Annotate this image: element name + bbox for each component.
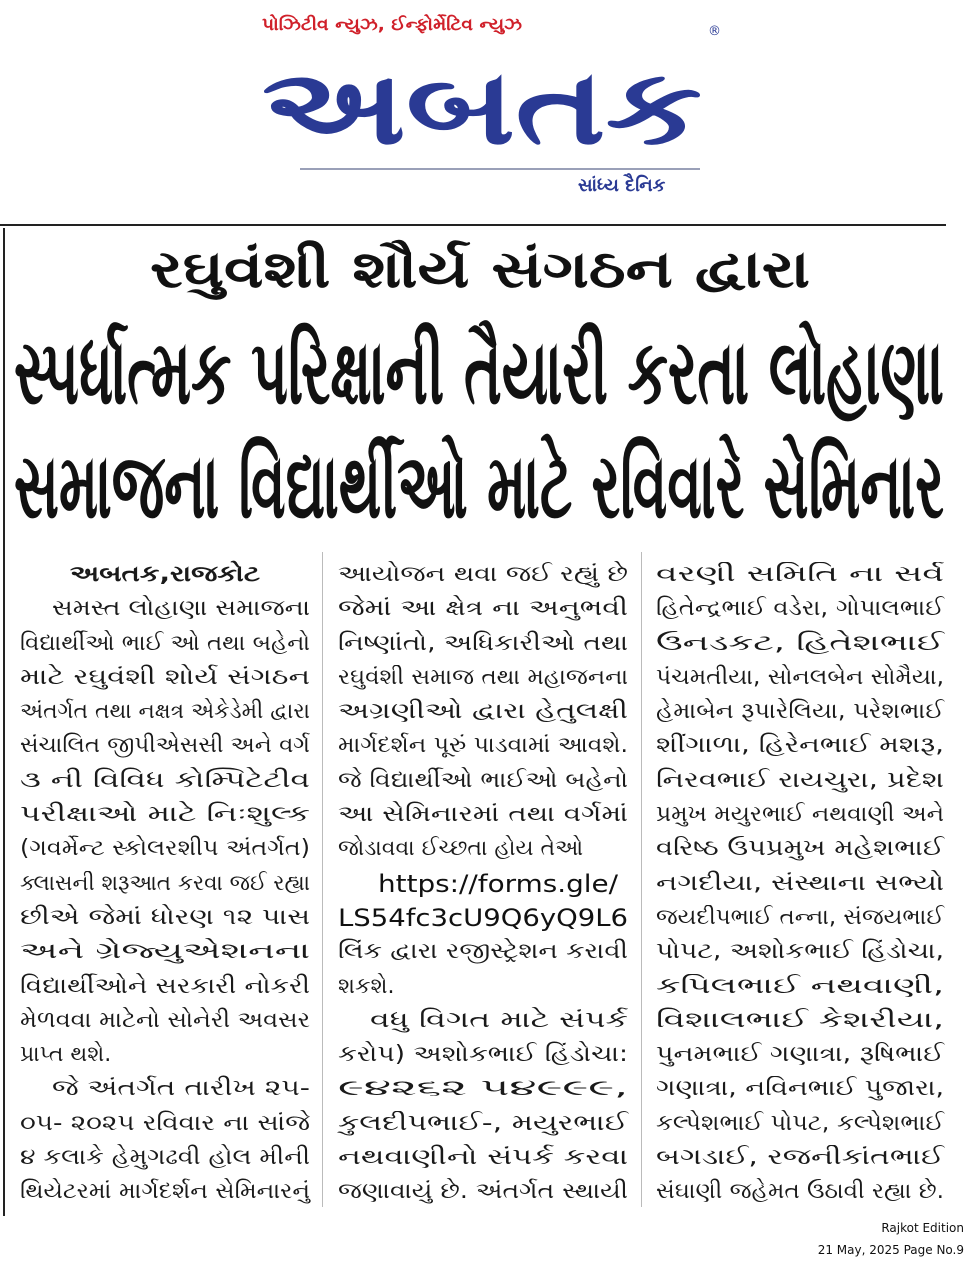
article-line (338, 1107, 628, 1141)
article-line (20, 1141, 310, 1175)
article-line (656, 798, 944, 832)
article-line-text: નગદીયા, સંસ્થાના સભ્યો (656, 870, 944, 896)
kicker-text: રઘુવંશી શૌર્ય સંગઠન દ્વારા (150, 240, 810, 300)
logo-text: અબતક (262, 46, 702, 168)
article-line (20, 1004, 310, 1038)
article-line-text: ૯૪૨૬૨ ૫૪૯૯૯, (338, 1076, 628, 1102)
article-line (656, 832, 944, 866)
edition-label: Rajkot Edition (881, 1221, 964, 1235)
headline-line-1 (14, 318, 944, 428)
article-line-text: આયોજન થવા જઈ રહ્યું છે (338, 562, 628, 587)
article-line-text: નથવાણીનો સંપર્ક કરવા (338, 1145, 628, 1171)
article-line-text: https://forms.gle/ (378, 869, 618, 898)
article-line-text: LS54fc3cU9Q6yQ9L6 (338, 903, 628, 932)
article-line (338, 764, 628, 798)
headline-text: સમાજના વિદ્યાર્થીઓ માટે રવિવારે સેમિનાર (14, 434, 944, 539)
article-line-text: શકશે. (338, 973, 395, 999)
article-line (338, 661, 628, 695)
article-line-text: ૦૫- ૨૦૨૫ રવિવાર ના સાંજે (20, 1110, 310, 1136)
article-line (20, 661, 310, 695)
article-line (338, 832, 628, 866)
article-line-text: ૪ કલાકે હેમુગઢવી હોલ મીની (20, 1145, 310, 1171)
article-line (656, 764, 944, 798)
article-line-text: પોપટ, અશોકભાઈ હિંડોચા, (656, 939, 944, 965)
article-line-text: નિરવભાઈ રાયચુરા, પ્રદેશ (656, 767, 944, 793)
article-line (20, 935, 310, 969)
article-line-text: અબતક,રાજકોટ (70, 562, 260, 587)
article-line-text: આ સેમિનારમાં તથા વર્ગમાં (338, 802, 628, 828)
registered-mark: ® (708, 24, 721, 39)
article-line (20, 1175, 310, 1209)
article-border (3, 228, 5, 1216)
article-line-text: વધુ વિગત માટે સંપર્ક (370, 1007, 628, 1033)
article-line-text: પંચમતીયા, સોનલબેન સોમૈયા, (656, 664, 944, 690)
article-line (20, 592, 310, 626)
article-line (20, 901, 310, 935)
article-line (20, 558, 310, 592)
article-column-2 (338, 558, 628, 1210)
article-line-text: અને ગ્રેજ્યુએશનના (20, 939, 310, 965)
article-line-text: કુલદીપભાઈ-, મયુરભાઈ (338, 1110, 628, 1136)
article-line-text: સંઘાણી જહેમત ઉઠાવી રહ્યા છે. (656, 1179, 944, 1205)
article-line (20, 764, 310, 798)
article-line (20, 798, 310, 832)
article-line-text: ક્લાસની શરૂઆત કરવા જઈ રહ્યા (20, 870, 310, 896)
article-line (656, 901, 944, 935)
article-line (338, 935, 628, 969)
article-line-text: ગણાત્રા, નવિનભાઈ પુજારા, (656, 1076, 944, 1102)
article-line-text: સંચાલિત જીપીએસસી અને વર્ગ (20, 733, 310, 759)
article-line (656, 1072, 944, 1106)
article-line-text: જેમાં આ ક્ષેત્ર ના અનુભવી (338, 596, 628, 622)
article-line (656, 1038, 944, 1072)
article-line (338, 1175, 628, 1209)
article-line (656, 729, 944, 763)
article-line-text: થિયેટરમાં માર્ગદર્શન સેમિનારનું (20, 1179, 310, 1205)
article-line (656, 1004, 944, 1038)
article-line (338, 627, 628, 661)
article-line-text: પુનમભાઈ ગણાત્રા, રૂષિભાઈ (656, 1042, 944, 1068)
article-line (20, 695, 310, 729)
article-line-text: હેમાબેન રૂપારેલિયા, પરેશભાઈ (656, 699, 944, 725)
article-line (338, 798, 628, 832)
article-line-text: છીએ જેમાં ધોરણ ૧૨ પાસ (20, 904, 310, 930)
masthead-rule (0, 224, 946, 226)
article-line-text: જે વિદ્યાર્થીઓ ભાઈઓ બહેનો (338, 767, 628, 793)
article-line-text: વરિષ્ઠ ઉપપ્રમુખ મહેશભાઈ (656, 836, 944, 862)
article-line-text: જે અંતર્ગત તારીખ ૨૫- (52, 1076, 310, 1102)
article-line (656, 935, 944, 969)
article-line (656, 1107, 944, 1141)
article-line (20, 867, 310, 901)
article-line-text: રઘુવંશી સમાજ તથા મહાજનના (338, 664, 628, 690)
article-line (338, 901, 628, 935)
article-line-text: અંતર્ગત તથા નક્ષત્ર એકેડેમી દ્વારા (20, 699, 310, 725)
article-line-text: હિતેન્દ્રભાઈ વડેરા, ગોપાલભાઈ (656, 596, 944, 622)
article-line (338, 1072, 628, 1106)
article-line (656, 867, 944, 901)
article-line-text: જણાવાયું છે. અંતર્ગત સ્થાયી (338, 1179, 628, 1205)
article-line-text: વિદ્યાર્થીઓને સરકારી નોકરી (20, 973, 310, 999)
article-line (20, 1072, 310, 1106)
masthead-subtitle: સાંધ્ય દૈનિક (578, 175, 666, 196)
article-line (656, 627, 944, 661)
article-line (656, 1141, 944, 1175)
article-line-text: કલ્પેશભાઈ પોપટ, કલ્પેશભાઈ (656, 1110, 944, 1136)
article-line (338, 867, 628, 901)
article-line (338, 592, 628, 626)
article-line-text: વિશાલભાઈ કેશરીયા, (656, 1007, 944, 1033)
article-line-text: કરોપ) અશોકભાઈ હિંડોચા: (338, 1042, 628, 1068)
article-line (338, 970, 628, 1004)
article-line-text: અગ્રણીઓ દ્વારા હેતુલક્ષી (338, 699, 628, 725)
article-line-text: જયદીપભાઈ તન્ના, સંજયભાઈ (656, 904, 944, 930)
article-column-1 (20, 558, 310, 1210)
article-line-text: નિષ્ણાંતો, અધિકારીઓ તથા (338, 630, 628, 656)
article-kicker (150, 238, 810, 302)
article-line (338, 695, 628, 729)
article-line-text: પ્રાપ્ત થશે. (20, 1042, 112, 1068)
article-line-text: કપિલભાઈ નથવાણી, (656, 973, 944, 999)
article-line (656, 1175, 944, 1209)
article-line-text: (ગવર્મેન્ટ સ્કોલરશીપ અંતર્ગત) (20, 836, 310, 862)
article-line-text: વરણી સમિતિ ના સર્વ (656, 562, 944, 587)
article-line-text: જોડાવવા ઈચ્છતા હોય તેઓ (338, 836, 584, 862)
article-line (338, 1004, 628, 1038)
article-line (338, 729, 628, 763)
article-line (20, 1038, 310, 1072)
article-line-text: શીંગાળા, હિરેનભાઈ મશરૂ, (656, 733, 944, 759)
column-divider (322, 552, 323, 1207)
article-line (656, 695, 944, 729)
article-line-text: લિંક દ્વારા રજીસ્ટ્રેશન કરાવી (338, 939, 628, 965)
logo-divider (300, 168, 700, 170)
tagline-text: પોઝિટીવ ન્યુઝ, ઈન્ફોર્મેટિવ ન્યુઝ (262, 15, 522, 35)
article-line (20, 627, 310, 661)
article-line (20, 729, 310, 763)
article-line-text: ૩ ની વિવિધ કોમ્પિટેટીવ (20, 767, 310, 793)
date-page-label: 21 May, 2025 Page No.9 (817, 1243, 964, 1257)
headline-text: સ્પર્ધાત્મક પરિક્ષાની તૈયારી કરતા લોહાણા (14, 320, 944, 425)
article-line-text: સમસ્ત લોહાણા સમાજના (52, 596, 310, 622)
article-line (656, 592, 944, 626)
article-line (20, 832, 310, 866)
article-line (656, 970, 944, 1004)
article-column-3 (656, 558, 944, 1210)
article-line-text: માટે રઘુવંશી શોર્ય સંગઠન (20, 664, 310, 690)
article-line-text: વિદ્યાર્થીઓ ભાઈ ઓ તથા બહેનો (20, 630, 310, 656)
article-line-text: ઉનડકટ, હિતેશભાઈ (656, 630, 944, 656)
article-line-text: માર્ગદર્શન પૂરું પાડવામાં આવશે. (338, 733, 628, 759)
article-line-text: મેળવવા માટેનો સોનેરી અવસર (20, 1007, 310, 1033)
article-line (20, 970, 310, 1004)
article-line-text: પ્રમુખ મયુરભાઈ નથવાણી અને (656, 802, 944, 828)
newspaper-logo (262, 46, 702, 168)
article-line (338, 1141, 628, 1175)
article-line (656, 661, 944, 695)
column-divider (641, 552, 642, 1207)
article-line (338, 1038, 628, 1072)
article-line (338, 558, 628, 592)
article-line-text: બગડાઈ, રજનીકાંતભાઈ (656, 1145, 944, 1171)
masthead-tagline (262, 12, 522, 38)
article-line (656, 558, 944, 592)
article-line (20, 1107, 310, 1141)
article-line-text: પરીક્ષાઓ માટે નિઃશુલ્ક (20, 802, 310, 828)
headline-line-2 (14, 432, 944, 542)
